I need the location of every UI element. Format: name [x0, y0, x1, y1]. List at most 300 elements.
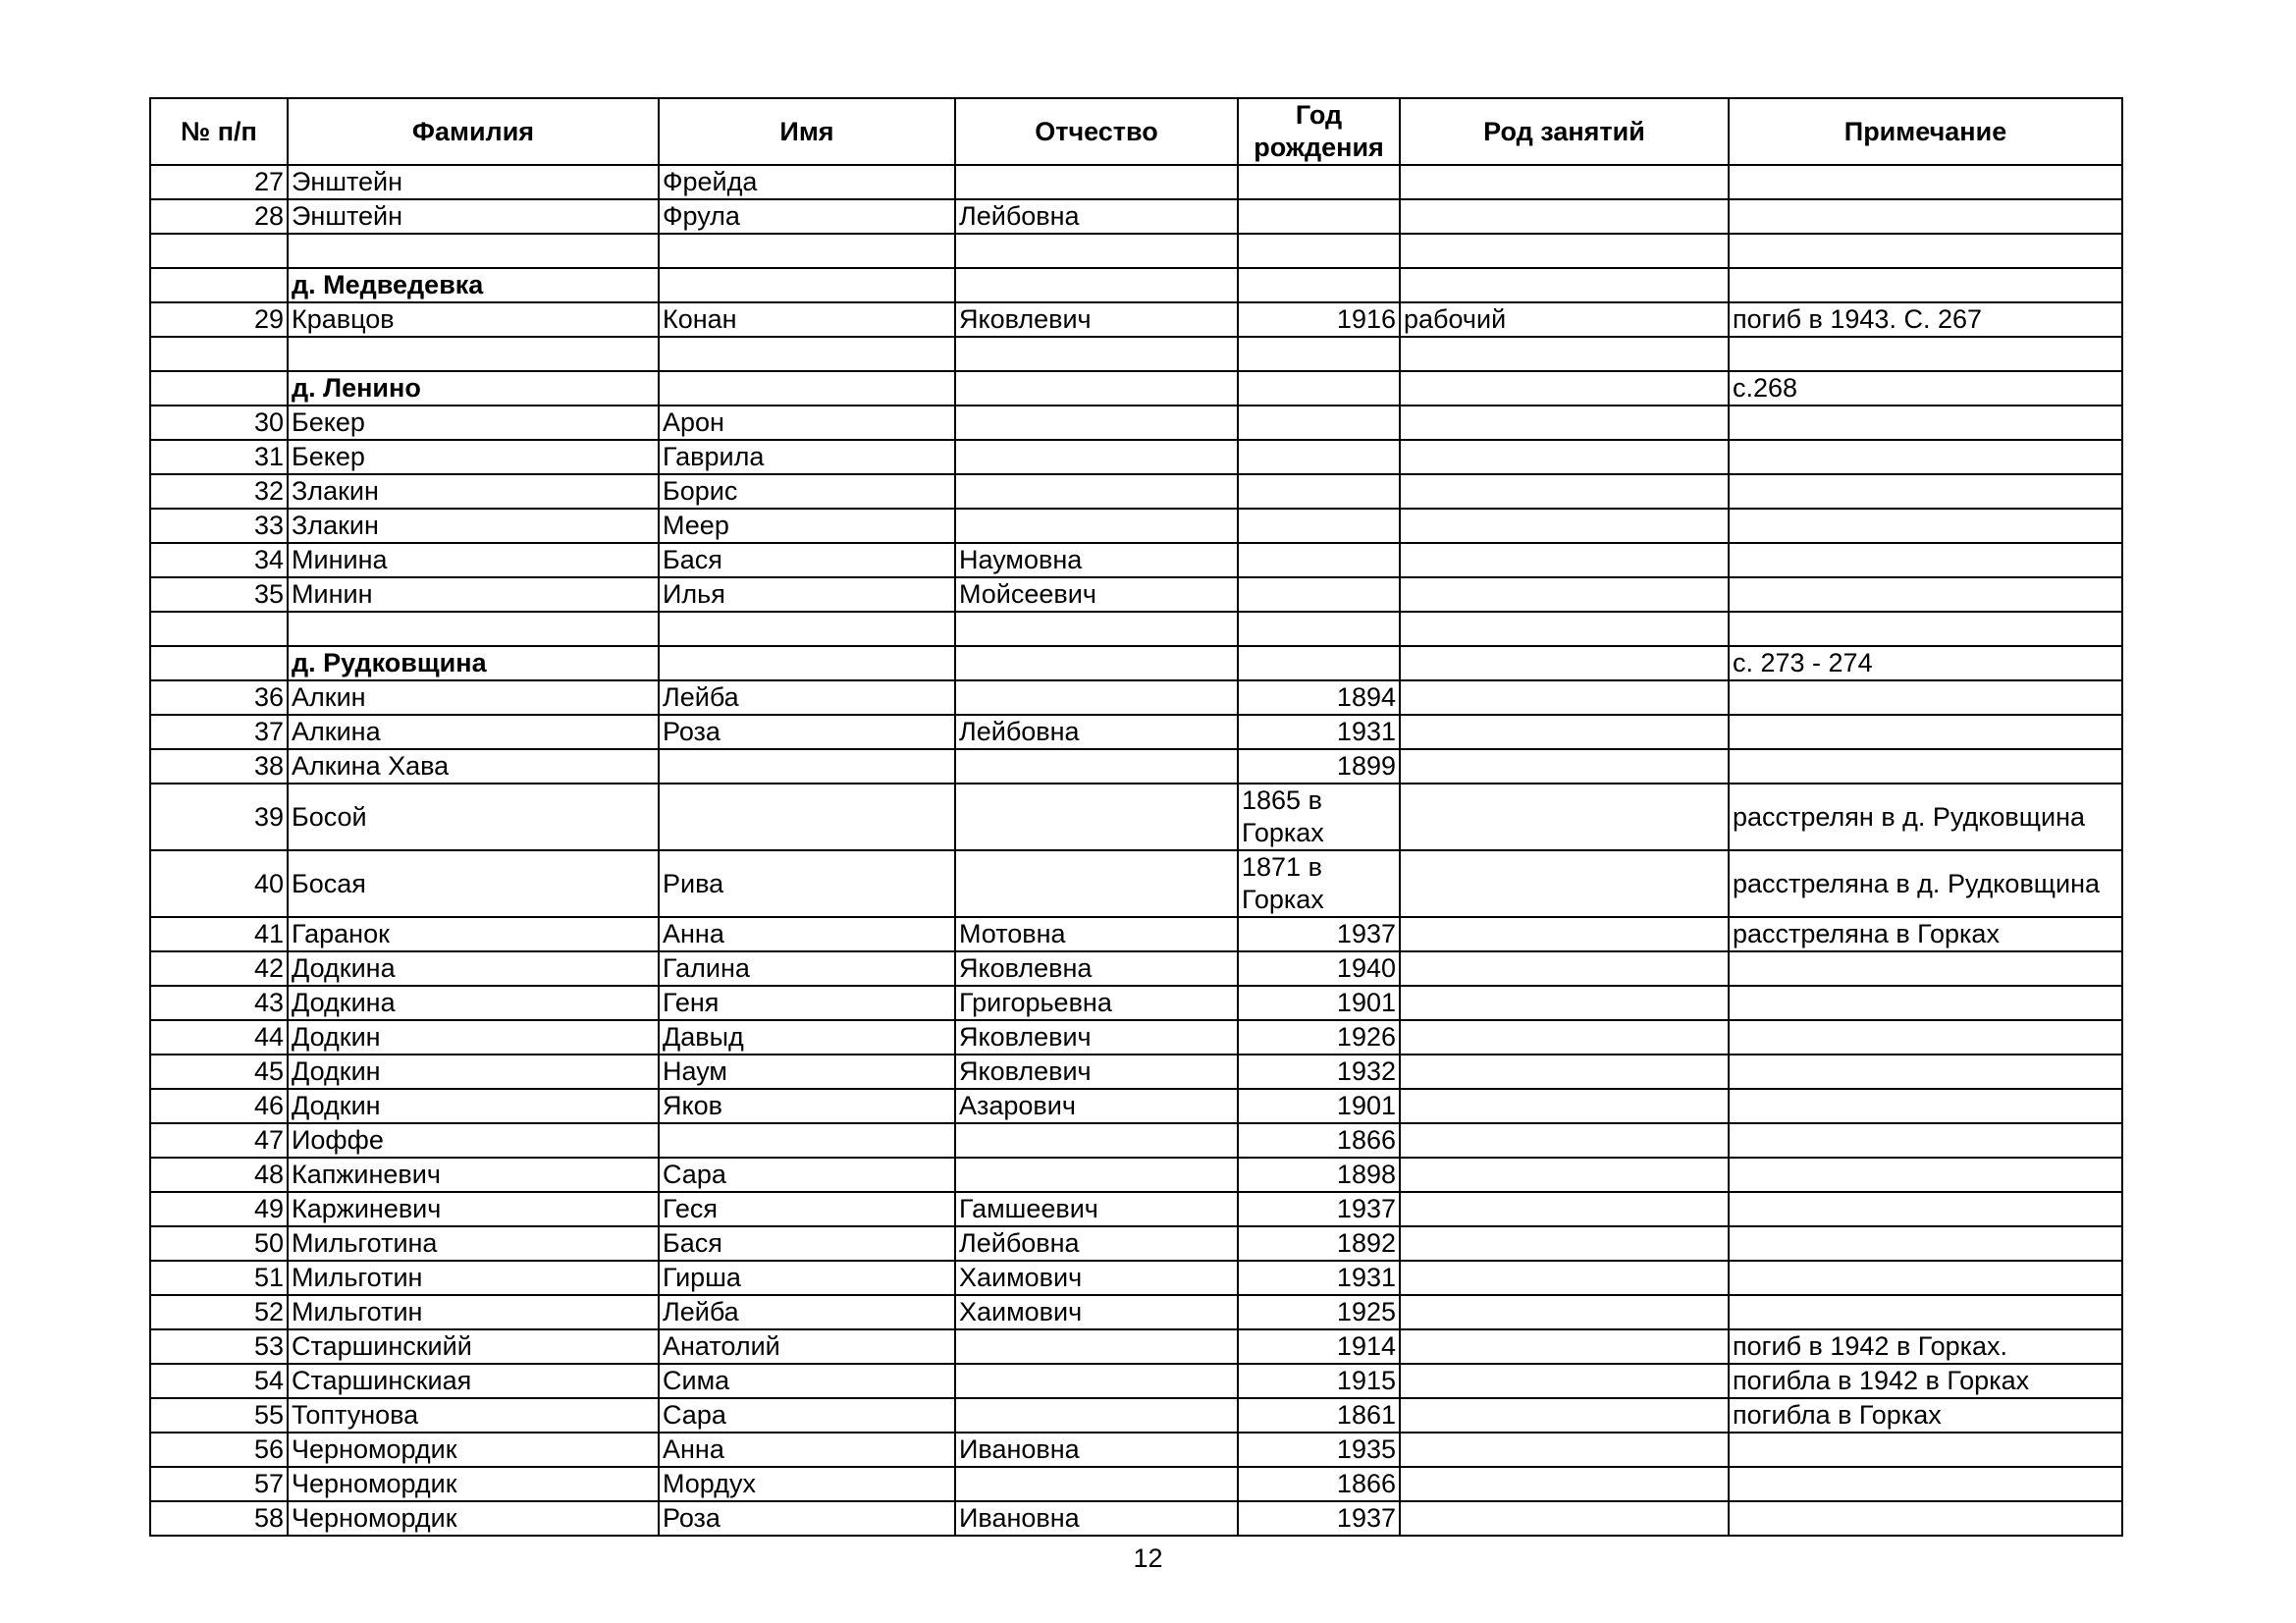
note-cell: с. 273 - 274: [1729, 646, 2122, 680]
column-header-number: № п/п: [150, 98, 288, 165]
row-number-cell: 43: [150, 986, 288, 1020]
name-cell: Гирша: [659, 1261, 955, 1295]
occupation-cell: [1400, 199, 1729, 234]
row-number-cell: 40: [150, 850, 288, 917]
table-row: [150, 1329, 2122, 1364]
row-number-cell: 56: [150, 1433, 288, 1467]
table-row: [150, 337, 2122, 371]
note-cell: [1729, 612, 2122, 646]
patronymic-cell: [955, 1329, 1238, 1364]
note-cell: погибла в Горках: [1729, 1398, 2122, 1433]
section-row: [150, 646, 2122, 680]
patronymic-cell: [955, 1364, 1238, 1398]
surname-cell: [288, 337, 659, 371]
row-number-cell: 37: [150, 715, 288, 749]
occupation-cell: [1400, 406, 1729, 440]
birth-year-cell: [1238, 474, 1400, 509]
occupation-cell: [1400, 1020, 1729, 1055]
patronymic-cell: Хаимович: [955, 1261, 1238, 1295]
surname-cell: Додкин: [288, 1055, 659, 1089]
patronymic-cell: [955, 680, 1238, 715]
occupation-cell: [1400, 1398, 1729, 1433]
birth-year-cell: 1932: [1238, 1055, 1400, 1089]
table-row: [150, 1433, 2122, 1467]
table-row: [150, 1364, 2122, 1398]
patronymic-cell: [955, 1158, 1238, 1192]
name-cell: Сара: [659, 1158, 955, 1192]
table-row: [150, 1123, 2122, 1158]
birth-year-cell: 1866: [1238, 1123, 1400, 1158]
surname-cell: Мильготин: [288, 1295, 659, 1329]
birth-year-cell: 1866: [1238, 1467, 1400, 1501]
column-header-birth-year: Год рождения: [1238, 98, 1400, 165]
table-row: [150, 951, 2122, 986]
occupation-cell: [1400, 1261, 1729, 1295]
occupation-cell: [1400, 784, 1729, 850]
column-header-patronymic: Отчество: [955, 98, 1238, 165]
birth-year-cell: [1238, 440, 1400, 474]
name-cell: Давыд: [659, 1020, 955, 1055]
table-row: [150, 165, 2122, 199]
registry-table: [149, 97, 2123, 1537]
patronymic-cell: Азарович: [955, 1089, 1238, 1123]
row-number-cell: 48: [150, 1158, 288, 1192]
table-row: [150, 543, 2122, 577]
patronymic-cell: [955, 234, 1238, 268]
birth-year-cell: 1898: [1238, 1158, 1400, 1192]
birth-year-cell: [1238, 234, 1400, 268]
birth-year-cell: 1901: [1238, 1089, 1400, 1123]
birth-year-cell: 1861: [1238, 1398, 1400, 1433]
row-number-cell: 49: [150, 1192, 288, 1226]
surname-cell: Минина: [288, 543, 659, 577]
table-row: [150, 1467, 2122, 1501]
column-header-name: Имя: [659, 98, 955, 165]
patronymic-cell: Григорьевна: [955, 986, 1238, 1020]
surname-cell: Алкина: [288, 715, 659, 749]
occupation-cell: [1400, 680, 1729, 715]
note-cell: [1729, 509, 2122, 543]
name-cell: Илья: [659, 577, 955, 612]
surname-cell: Черномордик: [288, 1501, 659, 1536]
birth-year-cell: 1892: [1238, 1226, 1400, 1261]
name-cell: [659, 337, 955, 371]
name-cell: Роза: [659, 715, 955, 749]
note-cell: [1729, 1089, 2122, 1123]
occupation-cell: [1400, 1329, 1729, 1364]
occupation-cell: [1400, 337, 1729, 371]
name-cell: [659, 1123, 955, 1158]
row-number-cell: 55: [150, 1398, 288, 1433]
name-cell: Геся: [659, 1192, 955, 1226]
note-cell: [1729, 1226, 2122, 1261]
page-number: 12: [1133, 1543, 1163, 1573]
birth-year-cell: 1916: [1238, 302, 1400, 337]
occupation-cell: [1400, 917, 1729, 951]
section-heading: д. Медведевка: [288, 268, 659, 302]
name-cell: Гаврила: [659, 440, 955, 474]
surname-cell: Босой: [288, 784, 659, 850]
birth-year-cell: [1238, 337, 1400, 371]
note-cell: [1729, 986, 2122, 1020]
name-cell: Конан: [659, 302, 955, 337]
row-number-cell: [150, 268, 288, 302]
name-cell: Фрула: [659, 199, 955, 234]
row-number-cell: 33: [150, 509, 288, 543]
row-number-cell: 57: [150, 1467, 288, 1501]
note-cell: [1729, 715, 2122, 749]
occupation-cell: [1400, 1123, 1729, 1158]
occupation-cell: [1400, 268, 1729, 302]
note-cell: с.268: [1729, 371, 2122, 406]
occupation-cell: [1400, 951, 1729, 986]
occupation-cell: [1400, 1501, 1729, 1536]
row-number-cell: 47: [150, 1123, 288, 1158]
name-cell: Сара: [659, 1398, 955, 1433]
name-cell: Галина: [659, 951, 955, 986]
birth-year-cell: 1931: [1238, 715, 1400, 749]
note-cell: [1729, 1295, 2122, 1329]
occupation-cell: [1400, 715, 1729, 749]
birth-year-cell: 1925: [1238, 1295, 1400, 1329]
note-cell: [1729, 1055, 2122, 1089]
section-row: [150, 268, 2122, 302]
birth-year-cell: 1901: [1238, 986, 1400, 1020]
table-row: [150, 986, 2122, 1020]
surname-cell: Черномордик: [288, 1467, 659, 1501]
note-cell: [1729, 749, 2122, 784]
occupation-cell: [1400, 1192, 1729, 1226]
occupation-cell: [1400, 646, 1729, 680]
birth-year-cell: [1238, 612, 1400, 646]
patronymic-cell: Яковлевич: [955, 302, 1238, 337]
row-number-cell: [150, 337, 288, 371]
surname-cell: Капжиневич: [288, 1158, 659, 1192]
birth-year-cell: 1937: [1238, 917, 1400, 951]
note-cell: [1729, 543, 2122, 577]
patronymic-cell: [955, 406, 1238, 440]
table-row: [150, 406, 2122, 440]
patronymic-cell: [955, 646, 1238, 680]
patronymic-cell: Ивановна: [955, 1501, 1238, 1536]
note-cell: [1729, 1158, 2122, 1192]
patronymic-cell: [955, 337, 1238, 371]
note-cell: [1729, 440, 2122, 474]
name-cell: Лейба: [659, 1295, 955, 1329]
surname-cell: Злакин: [288, 509, 659, 543]
row-number-cell: 39: [150, 784, 288, 850]
note-cell: расстреляна в Горках: [1729, 917, 2122, 951]
surname-cell: Злакин: [288, 474, 659, 509]
column-header-surname: Фамилия: [288, 98, 659, 165]
note-cell: погиб в 1943. С. 267: [1729, 302, 2122, 337]
note-cell: [1729, 577, 2122, 612]
row-number-cell: [150, 646, 288, 680]
surname-cell: Мильготин: [288, 1261, 659, 1295]
surname-cell: Додкина: [288, 951, 659, 986]
table-row: [150, 1398, 2122, 1433]
surname-cell: Топтунова: [288, 1398, 659, 1433]
name-cell: Меер: [659, 509, 955, 543]
surname-cell: [288, 234, 659, 268]
note-cell: [1729, 199, 2122, 234]
row-number-cell: 52: [150, 1295, 288, 1329]
row-number-cell: 34: [150, 543, 288, 577]
occupation-cell: [1400, 986, 1729, 1020]
table-row: [150, 1501, 2122, 1536]
patronymic-cell: Лейбовна: [955, 1226, 1238, 1261]
surname-cell: Кравцов: [288, 302, 659, 337]
occupation-cell: [1400, 612, 1729, 646]
table-row: [150, 749, 2122, 784]
occupation-cell: [1400, 1158, 1729, 1192]
occupation-cell: [1400, 234, 1729, 268]
table-row: [150, 1158, 2122, 1192]
patronymic-cell: Ивановна: [955, 1433, 1238, 1467]
surname-cell: [288, 612, 659, 646]
name-cell: Наум: [659, 1055, 955, 1089]
occupation-cell: [1400, 440, 1729, 474]
birth-year-cell: [1238, 543, 1400, 577]
patronymic-cell: [955, 268, 1238, 302]
patronymic-cell: [955, 1467, 1238, 1501]
name-cell: Мордух: [659, 1467, 955, 1501]
table-row: [150, 509, 2122, 543]
note-cell: [1729, 337, 2122, 371]
occupation-cell: [1400, 1295, 1729, 1329]
table-row: [150, 850, 2122, 917]
occupation-cell: [1400, 165, 1729, 199]
name-cell: Бася: [659, 543, 955, 577]
surname-cell: Черномордик: [288, 1433, 659, 1467]
name-cell: [659, 784, 955, 850]
row-number-cell: 53: [150, 1329, 288, 1364]
patronymic-cell: [955, 1123, 1238, 1158]
row-number-cell: [150, 371, 288, 406]
surname-cell: Босая: [288, 850, 659, 917]
occupation-cell: [1400, 749, 1729, 784]
row-number-cell: 38: [150, 749, 288, 784]
row-number-cell: 41: [150, 917, 288, 951]
patronymic-cell: Яковлевич: [955, 1020, 1238, 1055]
note-cell: [1729, 1501, 2122, 1536]
table-body: [150, 165, 2122, 1536]
patronymic-cell: Мойсеевич: [955, 577, 1238, 612]
surname-cell: Алкина Хава: [288, 749, 659, 784]
occupation-cell: [1400, 371, 1729, 406]
name-cell: [659, 234, 955, 268]
name-cell: Сима: [659, 1364, 955, 1398]
patronymic-cell: [955, 165, 1238, 199]
row-number-cell: 35: [150, 577, 288, 612]
surname-cell: Додкина: [288, 986, 659, 1020]
patronymic-cell: Мотовна: [955, 917, 1238, 951]
surname-cell: Старшинскийй: [288, 1329, 659, 1364]
table-row: [150, 1261, 2122, 1295]
birth-year-cell: 1931: [1238, 1261, 1400, 1295]
row-number-cell: 30: [150, 406, 288, 440]
row-number-cell: 46: [150, 1089, 288, 1123]
surname-cell: Минин: [288, 577, 659, 612]
note-cell: [1729, 406, 2122, 440]
name-cell: [659, 612, 955, 646]
table-row: [150, 784, 2122, 850]
note-cell: [1729, 1123, 2122, 1158]
name-cell: Роза: [659, 1501, 955, 1536]
row-number-cell: 42: [150, 951, 288, 986]
note-cell: погибла в 1942 в Горках: [1729, 1364, 2122, 1398]
surname-cell: Алкин: [288, 680, 659, 715]
name-cell: Арон: [659, 406, 955, 440]
birth-year-cell: 1937: [1238, 1501, 1400, 1536]
table-row: [150, 1020, 2122, 1055]
name-cell: Лейба: [659, 680, 955, 715]
note-cell: расстрелян в д. Рудковщина: [1729, 784, 2122, 850]
birth-year-cell: [1238, 165, 1400, 199]
birth-year-cell: 1894: [1238, 680, 1400, 715]
row-number-cell: 44: [150, 1020, 288, 1055]
birth-year-cell: 1926: [1238, 1020, 1400, 1055]
table-row: [150, 577, 2122, 612]
note-cell: [1729, 1192, 2122, 1226]
birth-year-cell: [1238, 406, 1400, 440]
name-cell: Яков: [659, 1089, 955, 1123]
note-cell: расстреляна в д. Рудковщина: [1729, 850, 2122, 917]
row-number-cell: [150, 612, 288, 646]
table-row: [150, 234, 2122, 268]
row-number-cell: 36: [150, 680, 288, 715]
name-cell: Анна: [659, 1433, 955, 1467]
occupation-cell: [1400, 543, 1729, 577]
patronymic-cell: Лейбовна: [955, 199, 1238, 234]
surname-cell: Энштейн: [288, 199, 659, 234]
occupation-cell: [1400, 474, 1729, 509]
occupation-cell: [1400, 1055, 1729, 1089]
patronymic-cell: [955, 784, 1238, 850]
section-heading: д. Ленино: [288, 371, 659, 406]
note-cell: [1729, 165, 2122, 199]
birth-year-cell: [1238, 646, 1400, 680]
surname-cell: Каржиневич: [288, 1192, 659, 1226]
surname-cell: Бекер: [288, 406, 659, 440]
section-row: [150, 371, 2122, 406]
birth-year-cell: 1871 в Горках: [1238, 850, 1400, 917]
row-number-cell: 31: [150, 440, 288, 474]
birth-year-cell: 1899: [1238, 749, 1400, 784]
birth-year-cell: [1238, 509, 1400, 543]
patronymic-cell: Наумовна: [955, 543, 1238, 577]
name-cell: Анатолий: [659, 1329, 955, 1364]
occupation-cell: [1400, 1467, 1729, 1501]
note-cell: [1729, 1261, 2122, 1295]
occupation-cell: [1400, 1226, 1729, 1261]
patronymic-cell: [955, 509, 1238, 543]
name-cell: Анна: [659, 917, 955, 951]
occupation-cell: [1400, 1089, 1729, 1123]
surname-cell: Додкин: [288, 1089, 659, 1123]
note-cell: [1729, 951, 2122, 986]
table-row: [150, 474, 2122, 509]
column-header-occupation: Род занятий: [1400, 98, 1729, 165]
birth-year-cell: [1238, 371, 1400, 406]
table-row: [150, 1295, 2122, 1329]
birth-year-cell: [1238, 199, 1400, 234]
occupation-cell: [1400, 509, 1729, 543]
occupation-cell: [1400, 850, 1729, 917]
column-header-note: Примечание: [1729, 98, 2122, 165]
patronymic-cell: [955, 440, 1238, 474]
note-cell: погиб в 1942 в Горках.: [1729, 1329, 2122, 1364]
patronymic-cell: [955, 474, 1238, 509]
birth-year-cell: [1238, 268, 1400, 302]
surname-cell: Энштейн: [288, 165, 659, 199]
name-cell: [659, 268, 955, 302]
note-cell: [1729, 474, 2122, 509]
birth-year-cell: 1935: [1238, 1433, 1400, 1467]
name-cell: Борис: [659, 474, 955, 509]
name-cell: Геня: [659, 986, 955, 1020]
section-heading: д. Рудковщина: [288, 646, 659, 680]
row-number-cell: 54: [150, 1364, 288, 1398]
surname-cell: Мильготина: [288, 1226, 659, 1261]
surname-cell: Бекер: [288, 440, 659, 474]
table-row: [150, 1226, 2122, 1261]
name-cell: Фрейда: [659, 165, 955, 199]
birth-year-cell: 1865 в Горках: [1238, 784, 1400, 850]
surname-cell: Иоффе: [288, 1123, 659, 1158]
table-row: [150, 715, 2122, 749]
patronymic-cell: [955, 850, 1238, 917]
table-row: [150, 199, 2122, 234]
table-row: [150, 1055, 2122, 1089]
surname-cell: Гаранок: [288, 917, 659, 951]
row-number-cell: [150, 234, 288, 268]
name-cell: Бася: [659, 1226, 955, 1261]
birth-year-cell: 1915: [1238, 1364, 1400, 1398]
patronymic-cell: [955, 612, 1238, 646]
note-cell: [1729, 680, 2122, 715]
patronymic-cell: [955, 371, 1238, 406]
name-cell: [659, 371, 955, 406]
row-number-cell: 51: [150, 1261, 288, 1295]
occupation-cell: [1400, 577, 1729, 612]
row-number-cell: 45: [150, 1055, 288, 1089]
name-cell: Рива: [659, 850, 955, 917]
note-cell: [1729, 1467, 2122, 1501]
table-row: [150, 1192, 2122, 1226]
occupation-cell: [1400, 1433, 1729, 1467]
name-cell: [659, 749, 955, 784]
name-cell: [659, 646, 955, 680]
patronymic-cell: Хаимович: [955, 1295, 1238, 1329]
table-row: [150, 1089, 2122, 1123]
note-cell: [1729, 1433, 2122, 1467]
birth-year-cell: 1937: [1238, 1192, 1400, 1226]
header-row: [150, 98, 2122, 165]
table-row: [150, 302, 2122, 337]
patronymic-cell: [955, 1398, 1238, 1433]
row-number-cell: 32: [150, 474, 288, 509]
row-number-cell: 58: [150, 1501, 288, 1536]
patronymic-cell: Яковлевна: [955, 951, 1238, 986]
row-number-cell: 29: [150, 302, 288, 337]
patronymic-cell: Лейбовна: [955, 715, 1238, 749]
surname-cell: Старшинскиая: [288, 1364, 659, 1398]
occupation-cell: рабочий: [1400, 302, 1729, 337]
birth-year-cell: [1238, 577, 1400, 612]
table-row: [150, 917, 2122, 951]
row-number-cell: 50: [150, 1226, 288, 1261]
